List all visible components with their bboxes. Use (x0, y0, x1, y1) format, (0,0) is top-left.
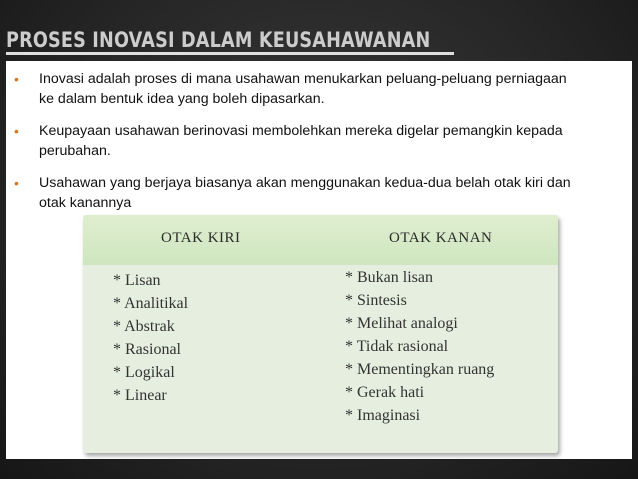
brain-comparison-table (83, 215, 558, 453)
left-brain-item: * Linear (113, 387, 167, 404)
bullet-text (39, 173, 615, 213)
right-brain-item: * Sintesis (345, 292, 407, 309)
bullet-dot-icon: • (14, 175, 19, 191)
left-brain-item: * Logikal (113, 364, 175, 381)
content-panel (6, 61, 632, 459)
bullet-line: Usahawan yang berjaya biasanya akan menggunakan kedua-dua belah otak kiri dan (39, 175, 571, 191)
bullet-line: perubahan. (39, 143, 111, 159)
right-brain-item: * Tidak rasional (345, 338, 449, 355)
right-brain-item: * Gerak hati (345, 384, 425, 401)
left-brain-header: OTAK KIRI (161, 230, 241, 246)
bullet-dot-icon: • (14, 123, 19, 139)
left-brain-item: * Lisan (113, 272, 161, 289)
right-brain-item: * Bukan lisan (345, 269, 433, 286)
slide-title: PROSES INOVASI DALAM KEUSAHAWANAN (6, 28, 431, 52)
left-brain-item: * Analitikal (113, 295, 189, 312)
left-brain-item: * Rasional (113, 341, 181, 358)
right-brain-item: * Imaginasi (345, 407, 421, 424)
left-brain-item: * Abstrak (113, 318, 175, 335)
right-brain-item: * Mementingkan ruang (345, 361, 495, 378)
bullet-text (39, 69, 615, 109)
bullet-dot-icon: • (14, 71, 19, 87)
right-brain-item: * Melihat analogi (345, 315, 458, 332)
bullet-line: Inovasi adalah proses di mana usahawan menukarkan peluang-peluang perniagaan (39, 71, 567, 87)
bullet-line: ke dalam bentuk idea yang boleh dipasarkan. (39, 91, 325, 107)
bullet-line: Keupayaan usahawan berinovasi membolehkan mereka digelar pemangkin kepada (39, 123, 563, 139)
title-underline (6, 52, 454, 55)
right-brain-header: OTAK KANAN (389, 230, 493, 246)
bullet-text (39, 121, 615, 161)
bullet-line: otak kanannya (39, 195, 132, 211)
